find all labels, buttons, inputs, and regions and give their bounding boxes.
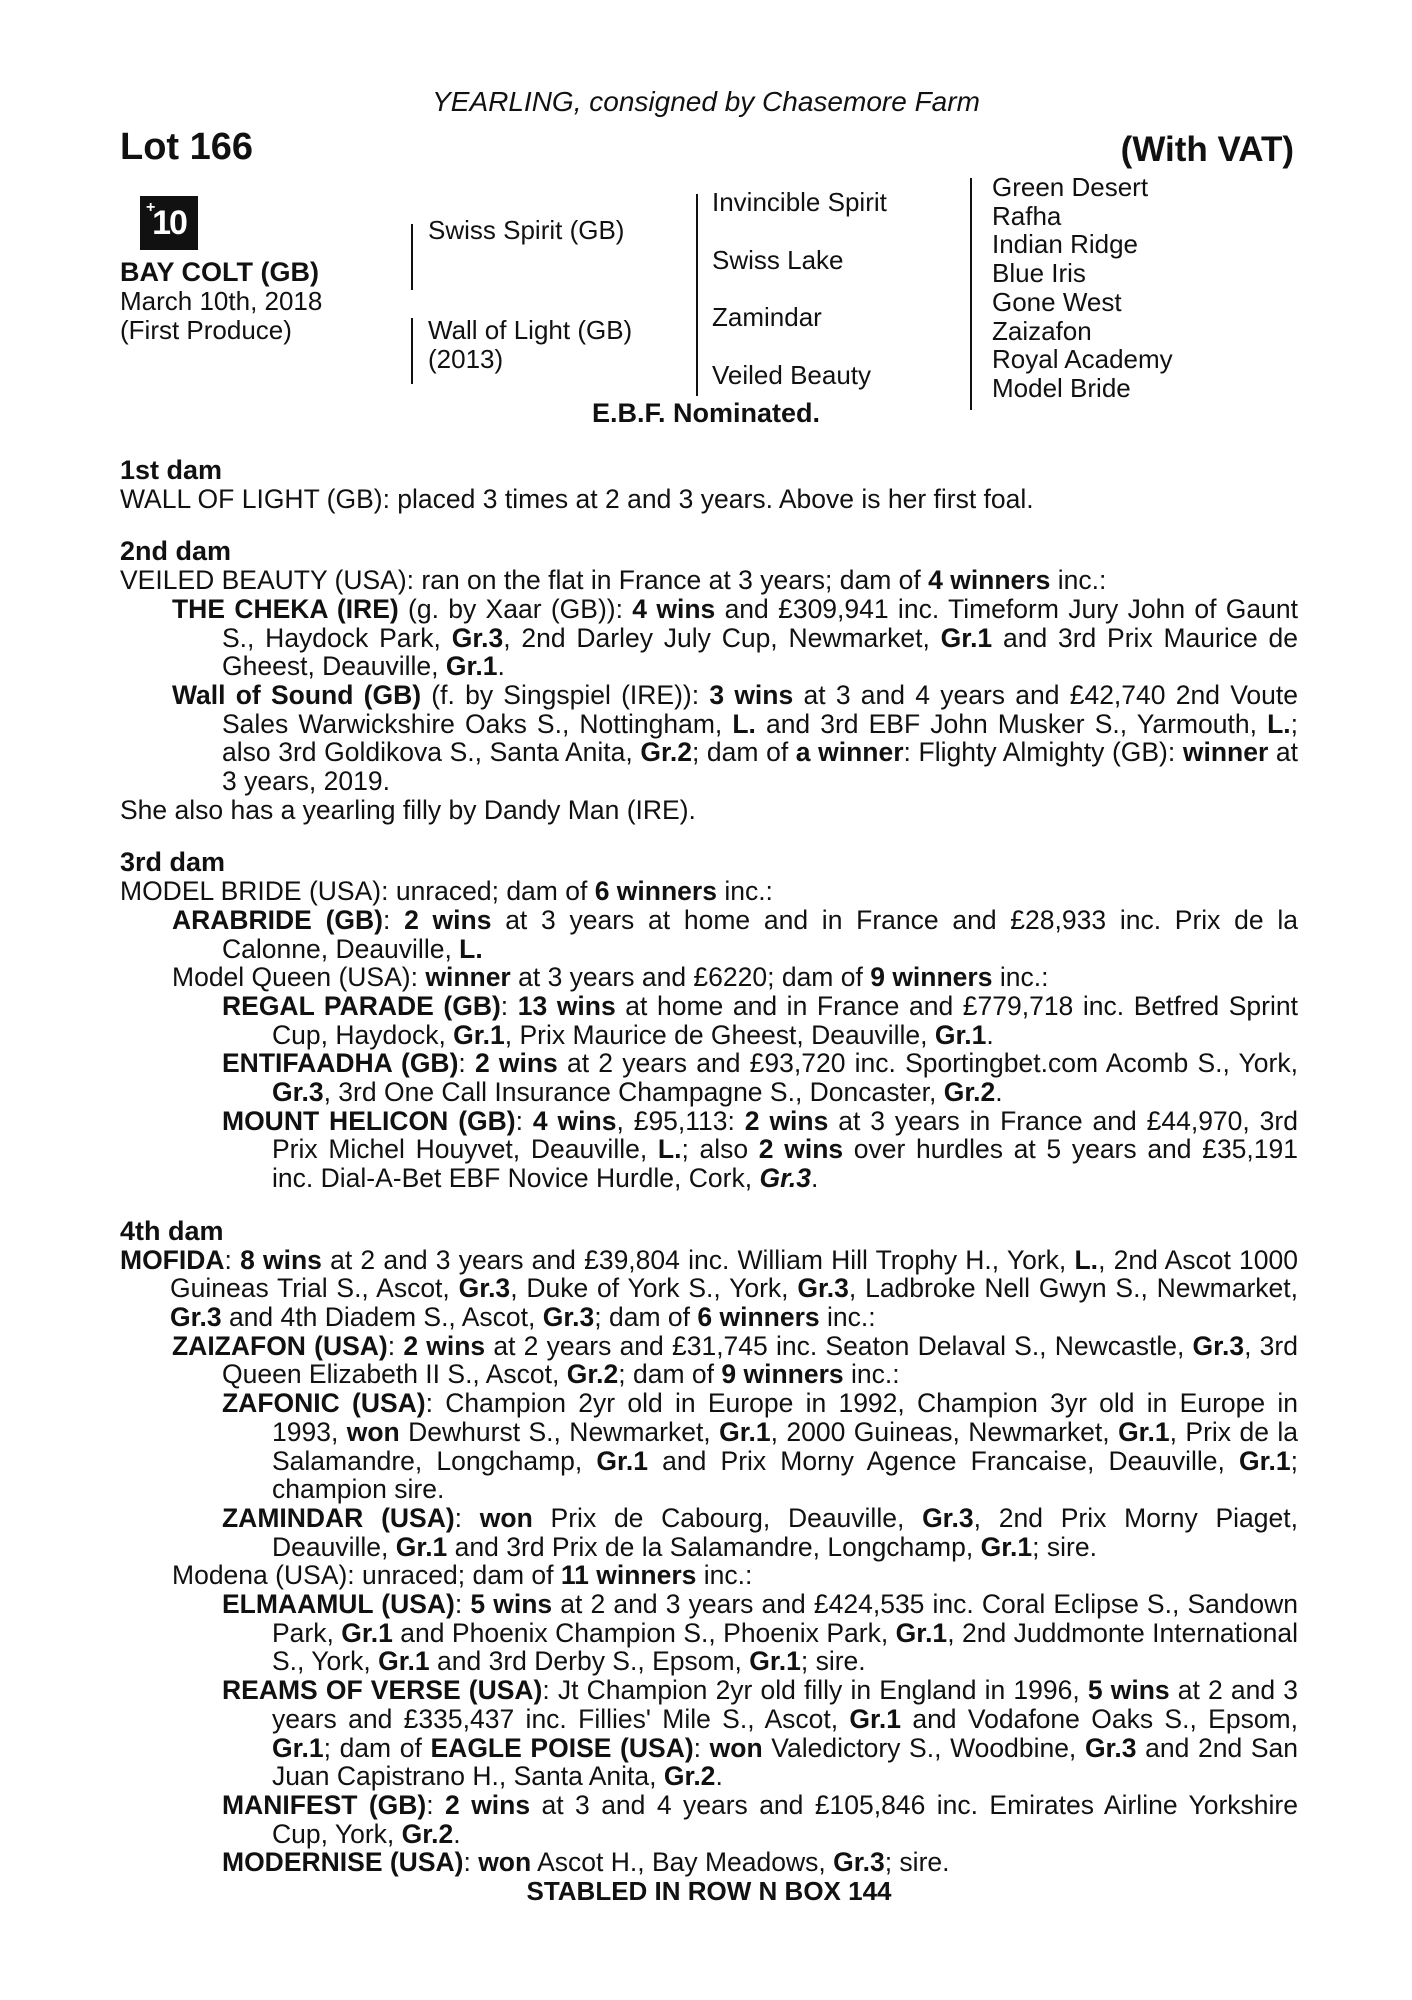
produce-entry: REGAL PARADE (GB): 13 wins at home and in France and £779,718 inc. Betfred Sprint Cup, Haydock, Gr.1, Prix Maurice de Gheest, Deauville, Gr.1. [222, 990, 1298, 1050]
dam-entry: VEILED BEAUTY (USA): ran on the flat in France at 3 years; dam of 4 winners inc.: [120, 565, 1107, 596]
pedigree-sire-dam: Swiss Lake [712, 245, 844, 275]
pedigree-ancestor: Indian Ridge [992, 229, 1138, 260]
pedigree-ancestor: Gone West [992, 286, 1122, 317]
dam-note: She also has a yearling filly by Dandy Man (IRE). [120, 794, 696, 825]
section-heading: 2nd dam [120, 536, 232, 567]
pedigree-dam-sire: Zamindar [712, 302, 822, 332]
stabling-location: STABLED IN ROW N BOX 144 [526, 1876, 892, 1907]
produce-entry: Wall of Sound (GB) (f. by Singspiel (IRE)): 3 wins at 3 and 4 years and £42,740 2nd Voute Sales Warwickshire Oaks S., Nottingham, L. and 3rd EBF John Musker S., Yarmouth, L.; also 3rd Goldikova S., Santa Anita, Gr.2; dam of a winner: Flighty Almighty (GB): winner at 3 years, 2019. [172, 679, 1298, 797]
pedigree-ancestor: Blue Iris [992, 258, 1086, 289]
pedigree-dam-dam: Veiled Beauty [712, 360, 872, 390]
produce-entry: ENTIFAADHA (GB): 2 wins at 2 years and £93,720 inc. Sportingbet.com Acomb S., York, Gr.3, 3rd One Call Insurance Champagne S., Doncaster, Gr.2. [222, 1048, 1298, 1108]
pedigree-dam-name: Wall of Light (GB) [428, 315, 633, 345]
produce-entry: ARABRIDE (GB): 2 wins at 3 years at home and in France and £28,933 inc. Prix de la Calonne, Deauville, L. [172, 904, 1298, 964]
pedigree-ancestor: Zaizafon [992, 315, 1092, 346]
produce-entry: ZAIZAFON (USA): 2 wins at 2 years and £31,745 inc. Seaton Delaval S., Newcastle, Gr.3, 3rd Queen Elizabeth II S., Ascot, Gr.2; dam of 9 winners inc.: [172, 1330, 1298, 1390]
pedigree-dam [428, 316, 632, 374]
pedigree-ancestor: Rafha [992, 200, 1062, 231]
bonus-badge-icon [140, 196, 198, 250]
produce-entry: THE CHEKA (IRE) (g. by Xaar (GB)): 4 wins and £309,941 inc. Timeform Jury John of Gaunt S., Haydock Park, Gr.3, 2nd Darley July Cup, Newmarket, Gr.1 and 3rd Prix Maurice de Gheest, Deauville, Gr.1. [172, 593, 1298, 682]
pedigree-dam-year: (2013) [428, 344, 504, 374]
badge-number: 10 [152, 203, 186, 242]
section-heading: 1st dam [120, 455, 223, 485]
pedigree-sire: Swiss Spirit (GB) [428, 215, 625, 245]
pedigree-bracket-line [411, 224, 413, 290]
dam-entry: MOFIDA: 8 wins at 2 and 3 years and £39,804 inc. William Hill Trophy H., York, L., 2nd Ascot 1000 Guineas Trial S., Ascot, Gr.3, Duke of York S., York, Gr.3, Ladbroke Nell Gwyn S., Newmarket, Gr.3 and 4th Diadem S., Ascot, Gr.3; dam of 6 winners inc.: [120, 1244, 1298, 1332]
produce-entry: ELMAAMUL (USA): 5 wins at 2 and 3 years and £424,535 inc. Coral Eclipse S., Sandown Park, Gr.1 and Phoenix Champion S., Phoenix Park, Gr.1, 2nd Juddmonte International S., York, Gr.1 and 3rd Derby S., Epsom, Gr.1; sire. [222, 1589, 1298, 1677]
pedigree-ancestor: Model Bride [992, 372, 1131, 403]
badge-plus: + [146, 199, 154, 216]
vat-label: (With VAT) [1120, 130, 1294, 169]
produce-note: (First Produce) [120, 315, 292, 345]
horse-info [120, 258, 322, 345]
produce-entry: REAMS OF VERSE (USA): Jt Champion 2yr old filly in England in 1996, 5 wins at 2 and 3 years and £335,437 inc. Fillies' Mile S., Ascot, Gr.1 and Vodafone Oaks S., Epsom, Gr.1; dam of EAGLE POISE (USA): won Valedictory S., Woodbine, Gr.3 and 2nd San Juan Capistrano H., Santa Anita, Gr.2. [222, 1675, 1298, 1792]
pedigree-bracket-line [696, 194, 698, 396]
horse-name: BAY COLT (GB) [120, 257, 320, 287]
produce-entry: MODERNISE (USA): won Ascot H., Bay Meadows, Gr.3; sire. [222, 1847, 950, 1878]
foaling-date: March 10th, 2018 [120, 286, 323, 316]
pedigree-bracket-line [411, 318, 413, 384]
section-heading: 3rd dam [120, 847, 226, 878]
pedigree-sire-sire: Invincible Spirit [712, 187, 887, 217]
produce-entry: ZAFONIC (USA): Champion 2yr old in Europe in 1992, Champion 3yr old in Europe in 1993, won Dewhurst S., Newmarket, Gr.1, 2000 Guineas, Newmarket, Gr.1, Prix de la Salamandre, Longchamp, Gr.1 and Prix Morny Agence Francaise, Deauville, Gr.1; champion sire. [222, 1388, 1298, 1505]
dam-entry: WALL OF LIGHT (GB): placed 3 times at 2 and 3 years. Above is her first foal. [120, 483, 1034, 514]
pedigree-ancestor: Green Desert [992, 172, 1149, 202]
section-heading: 4th dam [120, 1215, 224, 1246]
produce-record [120, 456, 1298, 1906]
produce-entry: ZAMINDAR (USA): won Prix de Cabourg, Deauville, Gr.3, 2nd Prix Morny Piaget, Deauville, Gr.1 and 3rd Prix de la Salamandre, Longchamp, Gr.1; sire. [222, 1502, 1298, 1562]
pedigree-fourth-generation [992, 173, 1173, 403]
consignment-line: YEARLING, consigned by Chasemore Farm [432, 86, 980, 117]
lot-number: Lot 166 [120, 126, 254, 168]
ebf-nomination: E.B.F. Nominated. [591, 398, 821, 428]
produce-entry: MANIFEST (GB): 2 wins at 3 and 4 years and £105,846 inc. Emirates Airline Yorkshire Cup, York, Gr.2. [222, 1789, 1298, 1849]
produce-entry: Model Queen (USA): winner at 3 years and £6220; dam of 9 winners inc.: [172, 962, 1049, 993]
pedigree-ancestor: Royal Academy [992, 344, 1173, 375]
produce-entry: MOUNT HELICON (GB): 4 wins, £95,113: 2 wins at 3 years in France and £44,970, 3rd Prix Michel Houyvet, Deauville, L.; also 2 wins over hurdles at 5 years and £35,191 inc. Dial-A-Bet EBF Novice Hurdle, Cork, Gr.3. [222, 1105, 1298, 1194]
dam-entry: MODEL BRIDE (USA): unraced; dam of 6 winners inc.: [120, 876, 773, 907]
pedigree-bracket-line [970, 178, 972, 410]
produce-entry: Modena (USA): unraced; dam of 11 winners inc.: [172, 1560, 753, 1591]
